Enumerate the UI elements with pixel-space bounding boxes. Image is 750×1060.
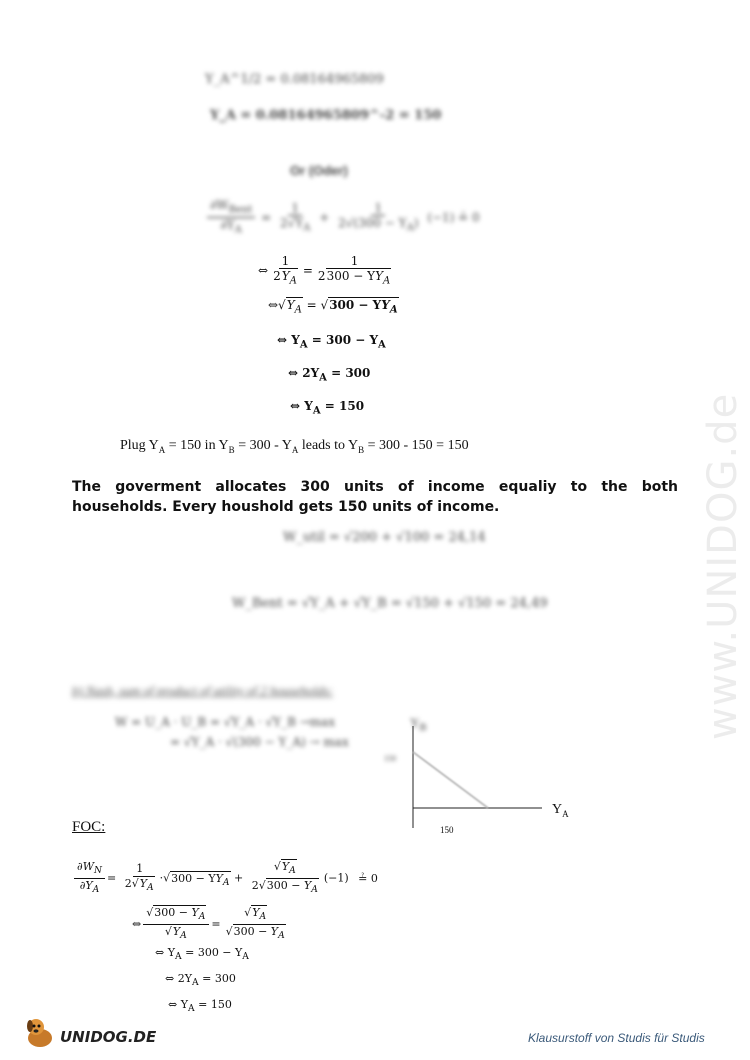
- derivation1-step4: ⇔ $2Y_A = 300$: [288, 366, 371, 384]
- budget-line: [413, 752, 488, 808]
- blurred-nash-heading: b) Nash, sum of product of utility of 2 households:: [72, 683, 333, 698]
- watermark-text: www.UNIDOG.de: [700, 392, 746, 740]
- derivation1-step3: ⇔ $Y_A = 300 - Y_A$: [277, 333, 386, 351]
- derivation1-step5: ⇔ $Y_A = 150$: [290, 399, 365, 417]
- graph-x-label: $Y_A$: [552, 802, 569, 819]
- derivation1-step1: ⇔ $\frac{1}{2Y_A}$ = $\frac{1}{2300 - YY_A}$: [258, 254, 391, 287]
- foc-label: FOC:: [72, 819, 106, 835]
- footer-tagline: Klausurstoff von Studis für Studis: [528, 1031, 705, 1045]
- budget-graph: [380, 710, 590, 840]
- blurred-line-2: Y_A = 0.08164965809^-2 = 150: [210, 108, 442, 123]
- graph-y-label: $Y_B$: [410, 715, 427, 734]
- graph-y-tick: 150: [384, 754, 396, 763]
- or-heading: Or (Oder): [290, 163, 348, 178]
- blurred-w-bent: W_Bent = √Y_A + √Y_B = √150 + √150 = 24,49: [232, 596, 548, 611]
- derivation2-step2: ⇔ $\frac{√300 - Y_A}{√Y_A}$ = $\frac{√Y_A}{√300 - Y_A}$: [132, 906, 285, 942]
- footer-brand: UNIDOG.DE: [60, 1028, 157, 1046]
- blurred-line-1: Y_A^1/2 = 0.08164965809: [205, 72, 384, 87]
- derivation2-step5: ⇔ $Y_A = 150$: [168, 998, 232, 1015]
- blurred-nash-line2: = √Y_A · √(300 − Y_A) → max: [170, 735, 349, 749]
- derivation2-step1: $\frac{\partial W_N}{\partial Y_A}$ = $\frac{1}{2√Y_A}$ $\cdot√300 - YY_A$ + $\frac{√Y_A}{2√300 - Y_A}$ (−1) ≟ 0: [72, 860, 378, 897]
- plug-line: Plug $Y_A = 150$ in $Y_B = 300 - Y_A$ leads to $Y_B = 300 - 150 = 150$: [120, 438, 469, 455]
- derivation2-step4: ⇔ $2Y_A = 300$: [165, 972, 236, 989]
- derivation2-step3: ⇔ $Y_A = 300 - Y_A$: [155, 946, 249, 963]
- conclusion-text: The goverment allocates 300 units of income equaliy to the both households. Every houshold gets 150 units of income.: [72, 479, 678, 515]
- derivation1-step2: $\Leftrightarrow√Y_A = √300 - YY_A$: [268, 298, 398, 316]
- blurred-w-util: W_util = √200 + √100 = 24,14: [283, 530, 486, 545]
- blurred-derivative-eq: $\frac{\partial W_{Bent}}{\partial Y_A}$ = $\frac{1}{2√Y_A}$ + $\frac{1}{2√(300 - Y_A)}$ (−1) ≟ 0: [205, 198, 480, 238]
- blurred-nash-line1: W = U_A · U_B = √Y_A · √Y_B →max: [115, 715, 336, 729]
- dog-logo-icon: [22, 1016, 60, 1055]
- graph-x-tick: 150: [440, 825, 454, 835]
